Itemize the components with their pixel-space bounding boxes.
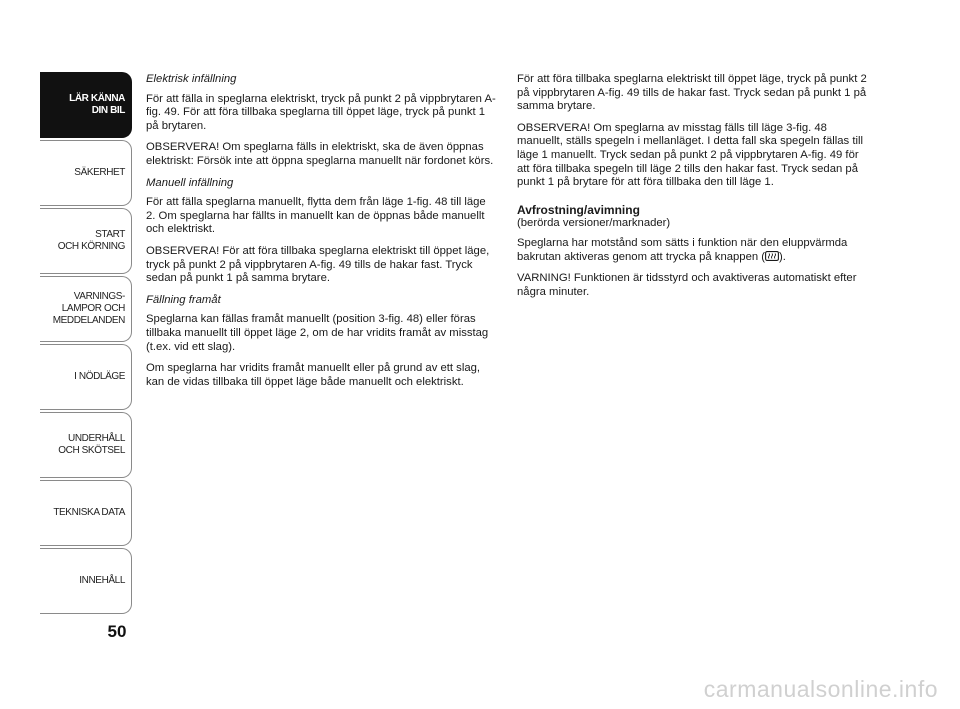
paragraph-text: ). bbox=[779, 250, 786, 263]
heading-manuell-infallning: Manuell infällning bbox=[146, 176, 234, 189]
left-column bbox=[146, 73, 496, 397]
paragraph: För att fälla speglarna manuellt, flytta dem från läge 1-fig. 48 till läge 2. Om speglarna har fällts in manuellt kan de öppnas både manuellt och elektriskt. bbox=[146, 196, 486, 236]
paragraph: Om speglarna har vridits framåt manuellt eller på grund av ett slag, kan de vidas tillbaka till öppet läge både manuellt och elektriskt. bbox=[146, 362, 481, 388]
watermark: carmanualsonline.info bbox=[703, 676, 938, 702]
right-column bbox=[517, 73, 867, 307]
paragraph: OBSERVERA! För att föra tillbaka speglarna elektriskt till öppet läge, tryck på punkt 2 på vippbrytaren A-fig. 49 tills de hakar fast. Tryck sedan på punkt 1 på samma brytare. bbox=[146, 244, 490, 285]
paragraph: OBSERVERA! Om speglarna av misstag fälls till läge 3-fig. 48 manuellt, ställs spegeln i mellanläget. I detta fall ska spegeln fällas till läge 1 manuellt. Tryck sedan på punkt 2 på vippbrytaren A-fig. 49 för att föra tillbaka spegeln till läge 2 tills den hakar fast. Tryck sedan på punkt 1 på brytare för att föra tillbaka den till läge 1. bbox=[517, 121, 863, 189]
rear-defrost-icon bbox=[765, 251, 779, 261]
paragraph: Speglarna kan fällas framåt manuellt (position 3-fig. 48) eller föras tillbaka manuellt till öppet läge 2, om de har vridits framåt av misstag (t.ex. vid ett slag). bbox=[146, 313, 489, 353]
tab-tekniska-data[interactable]: TEKNISKA DATA bbox=[40, 480, 132, 546]
paragraph: OBSERVERA! Om speglarna fälls in elektriskt, ska de även öppnas elektriskt: Försök inte att öppna speglarna manuellt när fordonet körs. bbox=[146, 141, 494, 167]
heading-fallning-framat: Fällning framåt bbox=[146, 293, 221, 306]
tab-innehall[interactable]: INNEHÅLL bbox=[40, 548, 132, 614]
paragraph: För att föra tillbaka speglarna elektriskt till öppet läge, tryck på punkt 2 på vippbrytaren A-fig. 49 tills de hakar fast. Tryck sedan på punkt 1 på samma brytare. bbox=[517, 73, 867, 113]
paragraph-defrost bbox=[517, 237, 867, 264]
tab-lar-kanna-din-bil[interactable]: LÄR KÄNNA DIN BIL bbox=[40, 72, 132, 138]
tab-sakerhet[interactable]: SÄKERHET bbox=[40, 140, 132, 206]
paragraph-text: Speglarna har motstånd som sätts i funktion när den eluppvärmda bakrutan aktiveras genom att trycka på knappen ( bbox=[517, 236, 848, 263]
paragraph: För att fälla in speglarna elektriskt, tryck på punkt 2 på vippbrytaren A-fig. 49. För att föra tillbaka speglarna till öppet läge, tryck på punkt 1 på brytaren. bbox=[146, 92, 496, 132]
heading-elektrisk-infallning: Elektrisk infällning bbox=[146, 73, 237, 85]
tab-underhall[interactable]: UNDERHÅLL OCH SKÖTSEL bbox=[40, 412, 132, 478]
tab-start-och-korning[interactable]: START OCH KÖRNING bbox=[40, 208, 132, 274]
tab-varningslampor[interactable]: VARNINGS- LAMPOR OCH MEDDELANDEN bbox=[40, 276, 132, 342]
tab-i-nodlage[interactable]: I NÖDLÄGE bbox=[40, 344, 132, 410]
subheading-versioner: (berörda versioner/marknader) bbox=[517, 217, 671, 230]
page-number: 50 bbox=[107, 622, 127, 641]
paragraph: VARNING! Funktionen är tidsstyrd och avaktiveras automatiskt efter några minuter. bbox=[517, 272, 857, 298]
heading-avfrostning: Avfrostning/avimning bbox=[517, 202, 640, 217]
